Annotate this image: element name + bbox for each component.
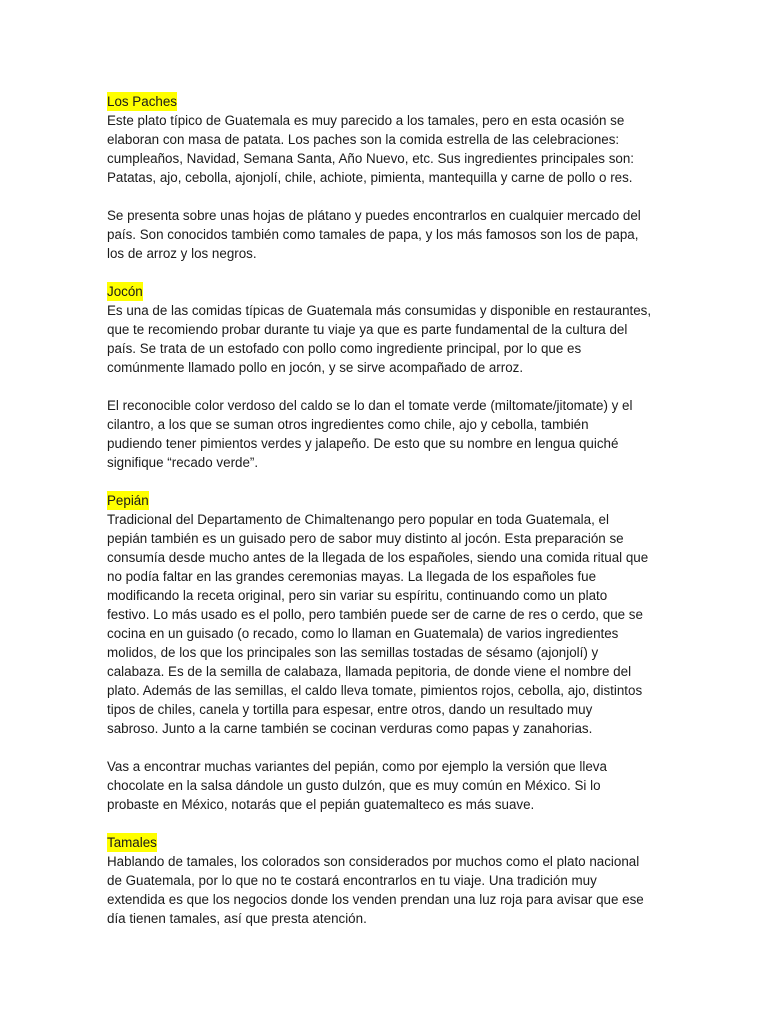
text-line: molidos, de los que los principales son las semillas tostadas de sésamo (ajonjolí) y <box>107 645 599 660</box>
text-line: chocolate en la salsa dándole un gusto dulzón, que es muy común en México. Si lo <box>107 778 601 793</box>
paragraph <box>107 510 667 738</box>
text-line: El reconocible color verdoso del caldo se lo dan el tomate verde (miltomate/jitomate) y el <box>107 398 633 413</box>
text-line: comúnmente llamado pollo en jocón, y se sirve acompañado de arroz. <box>107 360 524 375</box>
paragraph <box>107 757 667 814</box>
section-heading: Tamales <box>107 835 157 850</box>
text-line: cocina en un guisado (o recado, como lo llaman en Guatemala) de varios ingredientes <box>107 626 619 641</box>
text-line: modificando la receta original, pero sin variar su espíritu, continuando como un plato <box>107 588 608 603</box>
section-heading: Jocón <box>107 284 143 299</box>
text-line: los de arroz y los negros. <box>107 246 257 261</box>
text-line: cilantro, a los que se suman otros ingredientes como chile, ajo y cebolla, también <box>107 417 589 432</box>
text-line: Tradicional del Departamento de Chimaltenango pero popular en toda Guatemala, el <box>107 512 609 527</box>
text-line: plato. Además de las semillas, el caldo lleva tomate, pimientos rojos, cebolla, ajo, distintos <box>107 683 643 698</box>
section-tamales <box>107 833 667 928</box>
section-los-paches <box>107 92 667 282</box>
text-line: signifique “recado verde”. <box>107 455 259 470</box>
document-page <box>107 92 667 928</box>
paragraph <box>107 852 667 928</box>
text-line: no podía faltar en las grandes ceremonias mayas. La llegada de los españoles fue <box>107 569 597 584</box>
text-line: Es una de las comidas típicas de Guatemala más consumidas y disponible en restaurantes, <box>107 303 652 318</box>
paragraph <box>107 206 667 263</box>
text-line: Este plato típico de Guatemala es muy parecido a los tamales, pero en esta ocasión se <box>107 113 625 128</box>
text-line: sabroso. Junto a la carne también se cocinan verduras como papas y zanahorias. <box>107 721 593 736</box>
text-line: elaboran con masa de patata. Los paches son la comida estrella de las celebraciones: <box>107 132 620 147</box>
text-line: país. Se trata de un estofado con pollo como ingrediente principal, por lo que es <box>107 341 582 356</box>
text-line: calabaza. Es de la semilla de calabaza, llamada pepitoria, de donde viene el nombre del <box>107 664 632 679</box>
text-line: Vas a encontrar muchas variantes del pepián, como por ejemplo la versión que lleva <box>107 759 607 774</box>
section-heading: Los Paches <box>107 94 177 109</box>
paragraph <box>107 111 667 187</box>
text-line: pudiendo tener pimientos verdes y jalapeño. De esto que su nombre en lengua quiché <box>107 436 619 451</box>
text-line: festivo. Lo más usado es el pollo, pero también puede ser de carne de res o cerdo, que se <box>107 607 643 622</box>
text-line: consumía desde mucho antes de la llegada de los españoles, siendo una comida ritual que <box>107 550 649 565</box>
text-line: país. Son conocidos también como tamales de papa, y los más famosos son los de papa, <box>107 227 639 242</box>
text-line: día tienen tamales, así que presta atención. <box>107 911 367 926</box>
text-line: Se presenta sobre unas hojas de plátano y puedes encontrarlos en cualquier mercado del <box>107 208 641 223</box>
paragraph <box>107 396 667 472</box>
text-line: extendida es que los negocios donde los venden prendan una luz roja para avisar que ese <box>107 892 644 907</box>
section-heading: Pepián <box>107 493 149 508</box>
text-line: de Guatemala, por lo que no te costará encontrarlos en tu viaje. Una tradición muy <box>107 873 597 888</box>
text-line: Hablando de tamales, los colorados son considerados por muchos como el plato nacional <box>107 854 640 869</box>
text-line: cumpleaños, Navidad, Semana Santa, Año Nuevo, etc. Sus ingredientes principales son: <box>107 151 635 166</box>
paragraph <box>107 301 667 377</box>
text-line: Patatas, ajo, cebolla, ajonjolí, chile, achiote, pimienta, mantequilla y carne de pollo o res. <box>107 170 633 185</box>
section-pepian <box>107 491 667 833</box>
text-line: tipos de chiles, canela y tortilla para espesar, entre otros, dando un resultado muy <box>107 702 593 717</box>
section-jocon <box>107 282 667 491</box>
text-line: que te recomiendo probar durante tu viaje ya que es parte fundamental de la cultura del <box>107 322 628 337</box>
text-line: pepián también es un guisado pero de sabor muy distinto al jocón. Esta preparación se <box>107 531 624 546</box>
text-line: probaste en México, notarás que el pepián guatemalteco es más suave. <box>107 797 535 812</box>
